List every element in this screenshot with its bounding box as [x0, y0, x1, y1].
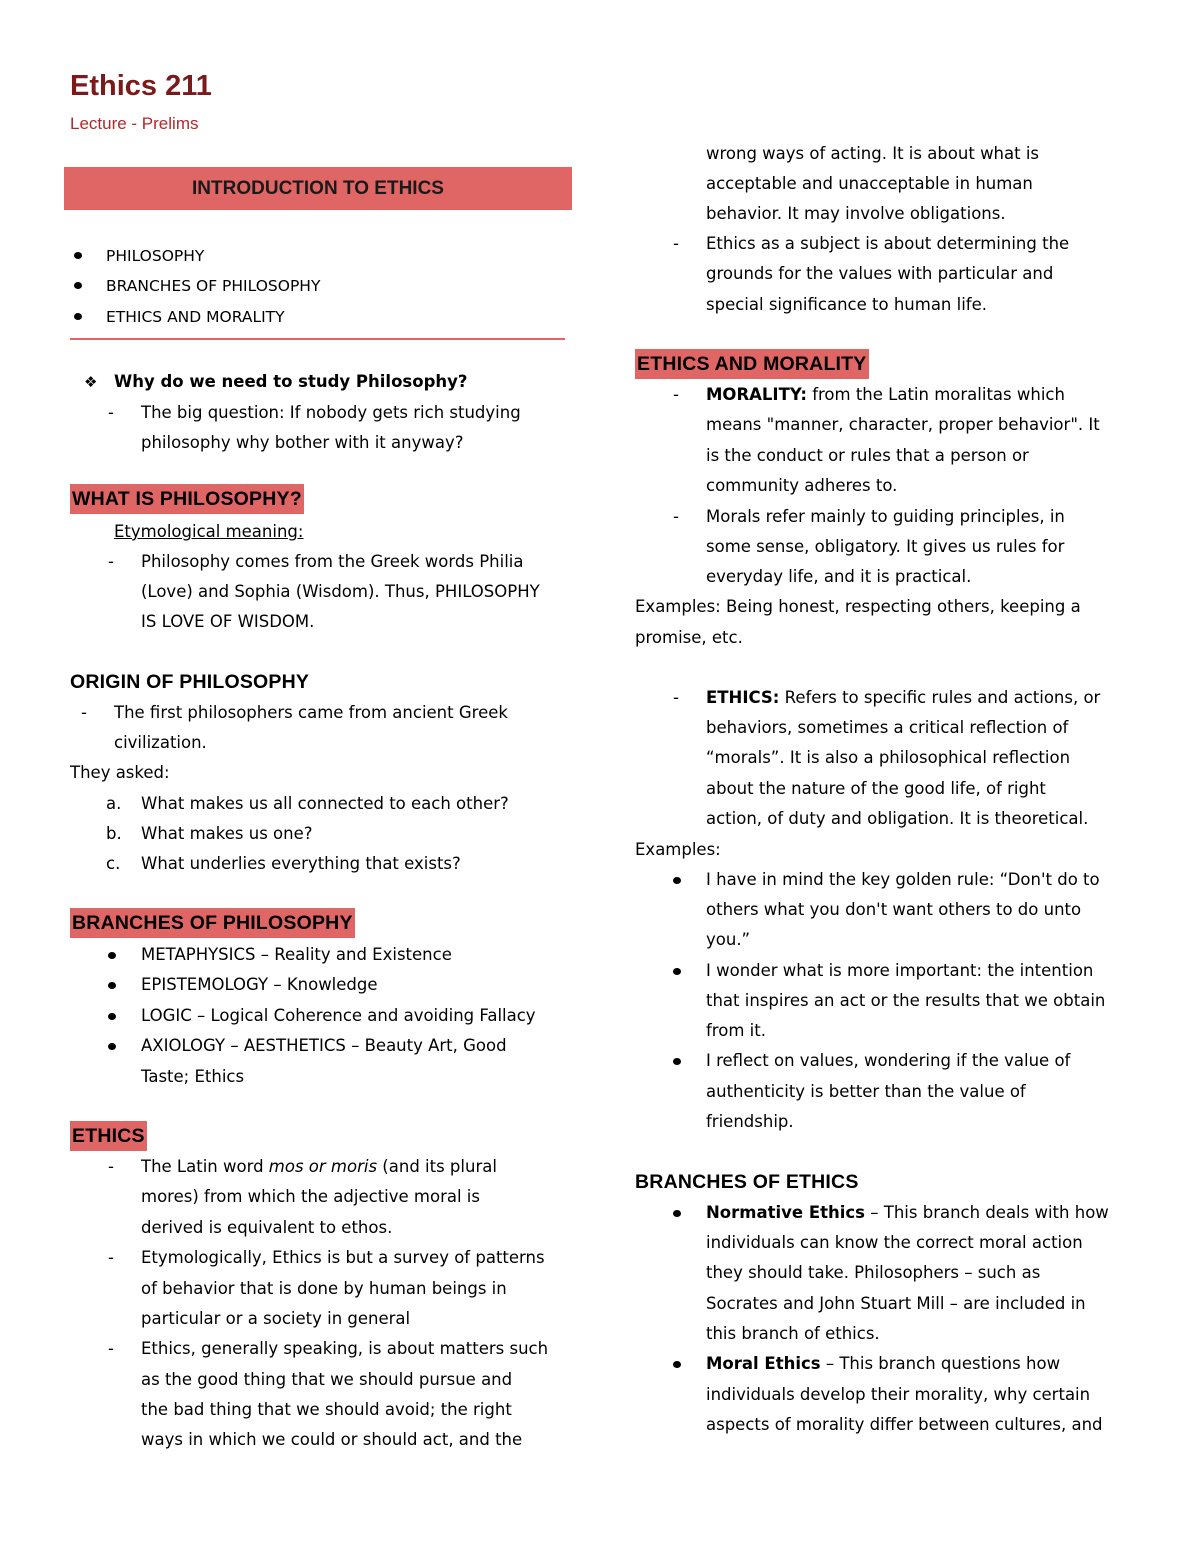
- example-item-line: I have in mind the key golden rule: “Don't do to: [706, 870, 1100, 889]
- what-line: (Love) and Sophia (Wisdom). Thus, PHILOSOPHY: [141, 582, 540, 601]
- morals-line: everyday life, and it is practical.: [706, 567, 972, 586]
- origin-question: What makes us one?: [141, 824, 313, 843]
- normative-line: this branch of ethics.: [706, 1324, 880, 1343]
- bullet-icon: [673, 968, 681, 975]
- ethics-p2-line: Etymologically, Ethics is but a survey of patterns: [141, 1248, 545, 1267]
- cont-line: special significance to human life.: [706, 295, 987, 314]
- document-title: Ethics 211: [70, 70, 212, 102]
- cont-line: acceptable and unacceptable in human: [706, 174, 1033, 193]
- bullet-icon: [108, 1043, 116, 1050]
- moral-ethics-line: Moral Ethics – This branch questions how: [706, 1354, 1061, 1373]
- origin-line: civilization.: [114, 733, 207, 752]
- list-marker: c.: [106, 854, 121, 873]
- heading-branches-of-philosophy: BRANCHES OF PHILOSOPHY: [70, 908, 355, 938]
- bullet-icon: [108, 952, 116, 959]
- example-item-line: from it.: [706, 1021, 766, 1040]
- example-item-line: authenticity is better than the value of: [706, 1082, 1026, 1101]
- ethics-def-line: ETHICS: Refers to specific rules and actions, or: [706, 688, 1101, 707]
- why-question: Why do we need to study Philosophy?: [114, 372, 468, 391]
- examples-label: Examples:: [635, 840, 721, 859]
- outline-item: PHILOSOPHY: [106, 247, 205, 265]
- heading-branches-of-ethics: BRANCHES OF ETHICS: [635, 1171, 859, 1193]
- bullet-icon: [108, 1013, 116, 1020]
- bullet-icon: [74, 252, 82, 259]
- diamond-bullet-icon: ❖: [84, 373, 98, 391]
- divider: [70, 338, 565, 340]
- dash-bullet-icon: -: [108, 1157, 114, 1176]
- document-subtitle: Lecture - Prelims: [70, 114, 199, 133]
- etymological-label: Etymological meaning:: [114, 522, 304, 541]
- example-item-line: you.”: [706, 930, 751, 949]
- morality-line: community adheres to.: [706, 476, 898, 495]
- why-line: The big question: If nobody gets rich studying: [141, 403, 521, 422]
- moral-ethics-line: aspects of morality differ between cultures, and: [706, 1415, 1103, 1434]
- section-banner: [64, 167, 572, 210]
- ethics-def-line: action, of duty and obligation. It is theoretical.: [706, 809, 1089, 828]
- origin-question: What underlies everything that exists?: [141, 854, 461, 873]
- examples-line: Examples: Being honest, respecting others, keeping a: [635, 597, 1081, 616]
- ethics-p1-line: The Latin word mos or moris (and its plural: [141, 1157, 497, 1176]
- ethics-p3-line: the bad thing that we should avoid; the right: [141, 1400, 512, 1419]
- ethics-def-line: “morals”. It is also a philosophical reflection: [706, 748, 1071, 767]
- cont-line: wrong ways of acting. It is about what is: [706, 144, 1040, 163]
- heading-what-is-philosophy: WHAT IS PHILOSOPHY?: [70, 484, 304, 514]
- list-marker: b.: [106, 824, 122, 843]
- dash-bullet-icon: -: [108, 552, 114, 571]
- dash-bullet-icon: -: [673, 688, 679, 707]
- examples-line: promise, etc.: [635, 628, 743, 647]
- dash-bullet-icon: -: [108, 1248, 114, 1267]
- normative-line: they should take. Philosophers – such as: [706, 1263, 1041, 1282]
- origin-question: What makes us all connected to each other?: [141, 794, 509, 813]
- branch-item: LOGIC – Logical Coherence and avoiding Fallacy: [141, 1006, 536, 1025]
- example-item-line: friendship.: [706, 1112, 794, 1131]
- branch-item: Taste; Ethics: [141, 1067, 245, 1086]
- example-item-line: I wonder what is more important: the intention: [706, 961, 1094, 980]
- morals-line: Morals refer mainly to guiding principles, in: [706, 507, 1065, 526]
- bullet-icon: [673, 877, 681, 884]
- heading-origin: ORIGIN OF PHILOSOPHY: [70, 671, 310, 693]
- ethics-p3-line: ways in which we could or should act, and the: [141, 1430, 523, 1449]
- they-asked: They asked:: [70, 763, 170, 782]
- cont-line: Ethics as a subject is about determining the: [706, 234, 1070, 253]
- morality-line: MORALITY: from the Latin moralitas which: [706, 385, 1065, 404]
- normative-line: Socrates and John Stuart Mill – are included in: [706, 1294, 1086, 1313]
- what-line: IS LOVE OF WISDOM.: [141, 612, 315, 631]
- morals-line: some sense, obligatory. It gives us rules for: [706, 537, 1065, 556]
- cont-line: grounds for the values with particular and: [706, 264, 1054, 283]
- cont-line: behavior. It may involve obligations.: [706, 204, 1006, 223]
- bullet-icon: [74, 282, 82, 289]
- bullet-icon: [108, 982, 116, 989]
- branch-item: EPISTEMOLOGY – Knowledge: [141, 975, 378, 994]
- moral-ethics-line: individuals develop their morality, why certain: [706, 1385, 1091, 1404]
- example-item-line: I reflect on values, wondering if the value of: [706, 1051, 1071, 1070]
- bullet-icon: [673, 1210, 681, 1217]
- ethics-p1-line: derived is equivalent to ethos.: [141, 1218, 393, 1237]
- ethics-p1-line: mores) from which the adjective moral is: [141, 1187, 480, 1206]
- example-item-line: others what you don't want others to do unto: [706, 900, 1082, 919]
- ethics-def-line: about the nature of the good life, of right: [706, 779, 1046, 798]
- example-item-line: that inspires an act or the results that we obtain: [706, 991, 1106, 1010]
- normative-line: individuals can know the correct moral action: [706, 1233, 1083, 1252]
- ethics-p3-line: as the good thing that we should pursue and: [141, 1370, 513, 1389]
- outline-item: ETHICS AND MORALITY: [106, 308, 285, 326]
- why-line: philosophy why bother with it anyway?: [141, 433, 464, 452]
- ethics-p3-line: Ethics, generally speaking, is about matters such: [141, 1339, 549, 1358]
- dash-bullet-icon: -: [108, 403, 114, 422]
- bullet-icon: [673, 1058, 681, 1065]
- bullet-icon: [673, 1361, 681, 1368]
- dash-bullet-icon: -: [81, 703, 87, 722]
- dash-bullet-icon: -: [673, 385, 679, 404]
- list-marker: a.: [106, 794, 122, 813]
- ethics-p2-line: of behavior that is done by human beings in: [141, 1279, 507, 1298]
- bullet-icon: [74, 313, 82, 320]
- ethics-p2-line: particular or a society in general: [141, 1309, 411, 1328]
- morality-line: means "manner, character, proper behavior". It: [706, 415, 1100, 434]
- origin-line: The first philosophers came from ancient Greek: [114, 703, 508, 722]
- dash-bullet-icon: -: [673, 234, 679, 253]
- morality-line: is the conduct or rules that a person or: [706, 446, 1029, 465]
- dash-bullet-icon: -: [673, 507, 679, 526]
- branch-item: AXIOLOGY – AESTHETICS – Beauty Art, Good: [141, 1036, 507, 1055]
- ethics-def-line: behaviors, sometimes a critical reflection of: [706, 718, 1069, 737]
- heading-ethics-and-morality: ETHICS AND MORALITY: [635, 349, 869, 379]
- heading-ethics: ETHICS: [70, 1121, 147, 1151]
- branch-item: METAPHYSICS – Reality and Existence: [141, 945, 452, 964]
- what-line: Philosophy comes from the Greek words Philia: [141, 552, 524, 571]
- dash-bullet-icon: -: [108, 1339, 114, 1358]
- banner-title: INTRODUCTION TO ETHICS: [192, 177, 444, 199]
- outline-item: BRANCHES OF PHILOSOPHY: [106, 277, 321, 295]
- normative-line: Normative Ethics – This branch deals with how: [706, 1203, 1109, 1222]
